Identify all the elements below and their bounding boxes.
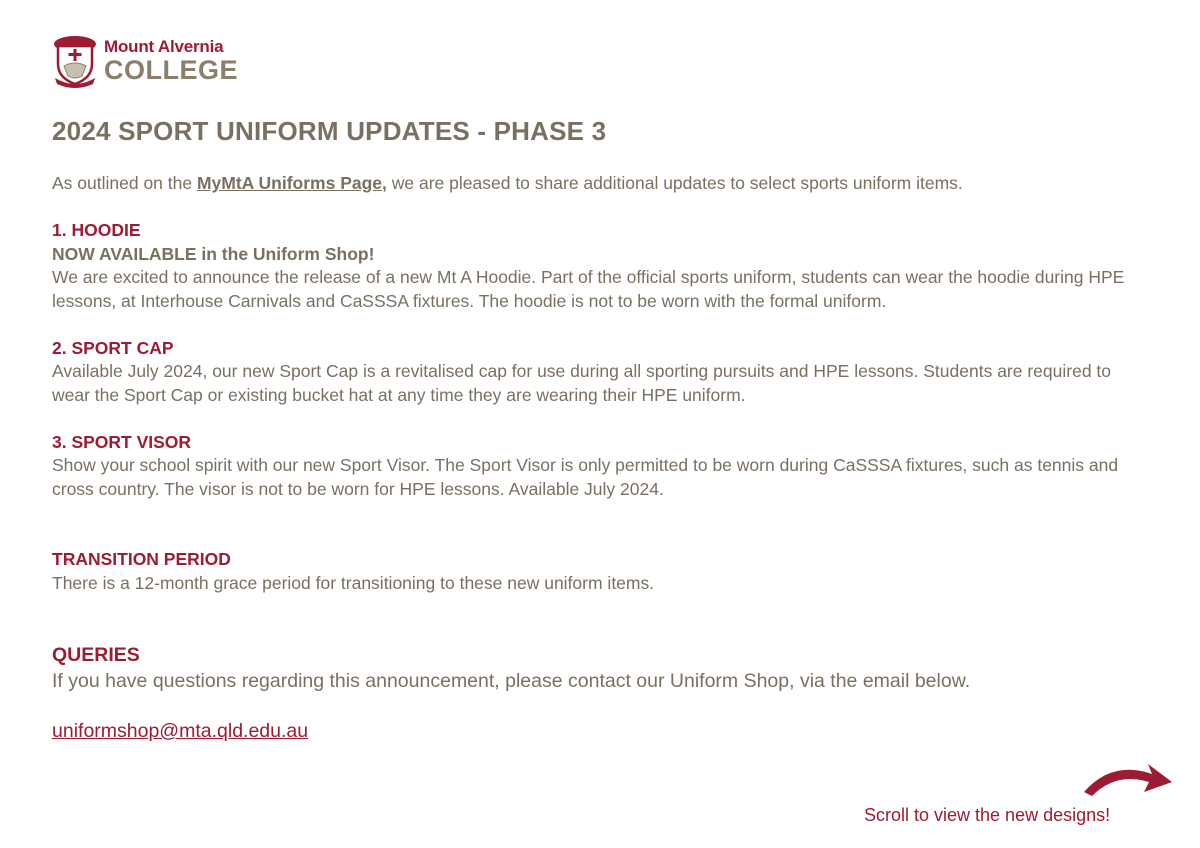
queries-body: If you have questions regarding this announcement, please contact our Uniform Shop, via the email below. [52,670,971,692]
sport-cap-body: Available July 2024, our new Sport Cap is a revitalised cap for use during all sporting pursuits and HPE lessons. Students are required to wear the Sport Cap or existing bucket hat at any time they are wearing their HPE uniform. [52,361,1112,405]
hoodie-heading: 1. HOODIE [52,220,141,240]
sport-visor-heading: 3. SPORT VISOR [52,431,192,452]
college-logo [52,34,238,88]
intro-paragraph [52,172,1142,196]
mymta-uniforms-link[interactable]: MyMtA Uniforms Page, [196,173,387,193]
hoodie-body: We are excited to announce the release of a new Mt A Hoodie. Part of the official sports uniform, students can wear the hoodie during HPE lessons, at Interhouse Carnivals and CaSSSA fixtures. The hoodie is not to be worn with the formal uniform. [52,267,1125,311]
logo-text-line1: Mount Alvernia [104,37,224,56]
queries-heading: QUERIES [52,644,140,666]
uniform-shop-email-link[interactable]: uniformshop@mta.qld.edu.au [52,720,309,742]
announcement-body [52,172,1142,744]
sport-cap-heading: 2. SPORT CAP [52,337,174,358]
hoodie-subheading: NOW AVAILABLE in the Uniform Shop! [52,243,375,264]
logo-text-line2: COLLEGE [104,55,239,85]
intro-text-after: we are pleased to share additional updates to select sports uniform items. [386,173,963,193]
curved-arrow-right-icon [1082,760,1174,800]
sport-visor-body: Show your school spirit with our new Sport Visor. The Sport Visor is only permitted to be worn during CaSSSA fixtures, such as tennis and cross country. The visor is not to be worn for HPE lessons. Available July 2024. [52,455,1119,499]
transition-heading: TRANSITION PERIOD [52,549,231,569]
scroll-hint: Scroll to view the new designs! [864,805,1111,825]
college-crest-icon [52,34,98,88]
page-title: 2024 SPORT UNIFORM UPDATES - PHASE 3 [52,116,607,146]
intro-text-before: As outlined on the [52,173,197,193]
transition-body: There is a 12-month grace period for transitioning to these new uniform items. [52,572,655,593]
